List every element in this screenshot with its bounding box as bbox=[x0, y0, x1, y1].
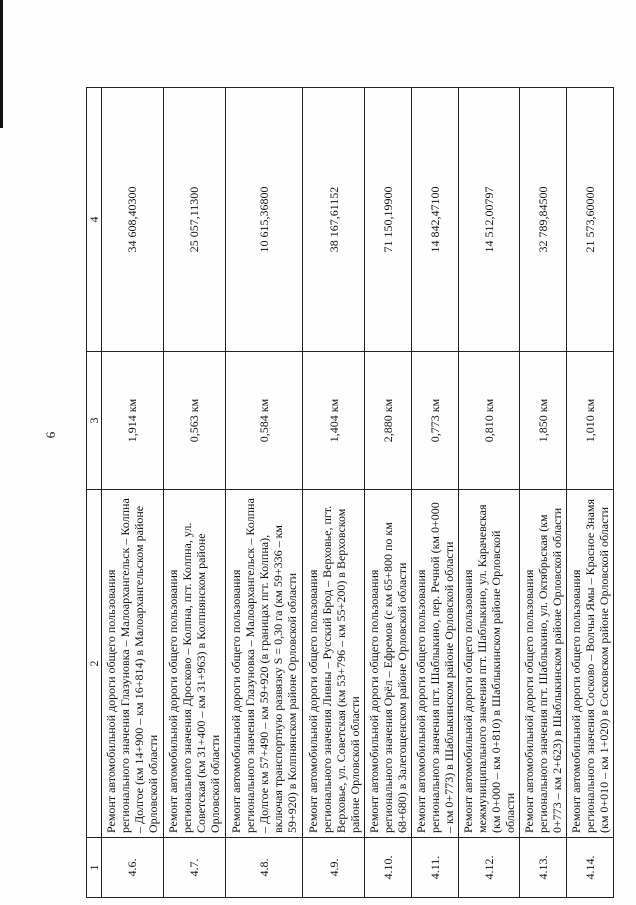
header-col-3: 3 bbox=[87, 352, 102, 490]
row-description-cell: Ремонт автомобильной дороги общего пользования регионального значения Орёл – Ефремов (с км 65+800 по км 68+680) в Залегощенском районе Орловской области bbox=[365, 490, 412, 838]
rotated-table-container bbox=[86, 88, 614, 898]
table-row bbox=[567, 88, 614, 898]
row-number-cell: 4.8. bbox=[225, 838, 302, 898]
row-cost-cell: 10 615,36800 bbox=[225, 88, 302, 352]
row-cost-cell: 71 150,19900 bbox=[365, 88, 412, 352]
row-number-cell: 4.6. bbox=[102, 838, 164, 898]
row-description-cell: Ремонт автомобильной дороги общего пользования межмуниципального значения пгт. Шаблыкино, ул. Карачевская (км 0+000 – км 0+810) в Шаблыкинском районе Орловской области bbox=[458, 490, 520, 838]
row-description-cell: Ремонт автомобильной дороги общего пользования регионального значения Сосково – Волчьи Ямы – Красное Знамя (км 0+010 – км 1+020) в Сосковском районе Орловской области bbox=[567, 490, 614, 838]
row-description-cell: Ремонт автомобильной дороги общего пользования регионального значения Глазуновка – Малоархангельск – Колпна – Долгое км 57+490 – км 59+920 (в границах пгт. Колпна), включая транспортную развязку S = 0,30 га (км 59+336 – км 59+920) в Колпнянском районе Орловской области bbox=[225, 490, 302, 838]
row-description-cell: Ремонт автомобильной дороги общего пользования регионального значения пгт. Шаблыкино, ул. Октябрьская (км 0+773 – км 2+623) в Шаблыкинском районе Орловской области bbox=[520, 490, 567, 838]
table-row bbox=[303, 88, 365, 898]
row-cost-cell: 38 167,61152 bbox=[303, 88, 365, 352]
row-description-cell: Ремонт автомобильной дороги общего пользования регионального значения Ливны – Русский Брод – Верховье, пгт. Верховье, ул. Советская (км 53+796 – км 55+200) в Верховском районе Орловской области bbox=[303, 490, 365, 838]
row-number-cell: 4.7. bbox=[163, 838, 225, 898]
row-number-cell: 4.9. bbox=[303, 838, 365, 898]
table-row bbox=[163, 88, 225, 898]
table-header-row bbox=[87, 88, 102, 898]
row-description-cell: Ремонт автомобильной дороги общего пользования регионального значения Дросково – Колпна, пгт. Колпна, ул. Советская (км 31+400 – км 31+963) в Колпнянском районе Орловской области bbox=[163, 490, 225, 838]
row-length-cell: 0,810 км bbox=[458, 352, 520, 490]
scan-edge-mark bbox=[0, 0, 3, 128]
header-col-2: 2 bbox=[87, 490, 102, 838]
row-number-cell: 4.13. bbox=[520, 838, 567, 898]
table-row bbox=[411, 88, 458, 898]
row-cost-cell: 14 842,47100 bbox=[411, 88, 458, 352]
row-length-cell: 2,880 км bbox=[365, 352, 412, 490]
row-number-cell: 4.14. bbox=[567, 838, 614, 898]
row-number-cell: 4.12. bbox=[458, 838, 520, 898]
row-number-cell: 4.11. bbox=[411, 838, 458, 898]
page-number: 6 bbox=[43, 431, 58, 439]
row-cost-cell: 14 512,00797 bbox=[458, 88, 520, 352]
table-row bbox=[458, 88, 520, 898]
row-length-cell: 1,914 км bbox=[102, 352, 164, 490]
road-repair-table bbox=[86, 87, 614, 898]
row-description-cell: Ремонт автомобильной дороги общего пользования регионального значения пгт. Шаблыкино, пер. Речной (км 0+000 – км 0+773) в Шаблыкинском районе Орловской области bbox=[411, 490, 458, 838]
row-cost-cell: 34 608,40300 bbox=[102, 88, 164, 352]
table-row bbox=[520, 88, 567, 898]
row-length-cell: 1,850 км bbox=[520, 352, 567, 490]
table-row bbox=[365, 88, 412, 898]
header-col-4: 4 bbox=[87, 88, 102, 352]
row-number-cell: 4.10. bbox=[365, 838, 412, 898]
row-cost-cell: 21 573,60000 bbox=[567, 88, 614, 352]
row-length-cell: 0,584 км bbox=[225, 352, 302, 490]
table-row bbox=[102, 88, 164, 898]
row-length-cell: 1,010 км bbox=[567, 352, 614, 490]
row-cost-cell: 32 789,84500 bbox=[520, 88, 567, 352]
row-cost-cell: 25 057,11300 bbox=[163, 88, 225, 352]
row-length-cell: 1,404 км bbox=[303, 352, 365, 490]
row-description-cell: Ремонт автомобильной дороги общего пользования регионального значения Глазуновка – Малоархангельск – Колпна – Долгое (км 14+900 – км 16+814) в Малоархангельском районе Орловской области bbox=[102, 490, 164, 838]
row-length-cell: 0,563 км bbox=[163, 352, 225, 490]
row-length-cell: 0,773 км bbox=[411, 352, 458, 490]
header-col-1: 1 bbox=[87, 838, 102, 898]
table-row bbox=[225, 88, 302, 898]
